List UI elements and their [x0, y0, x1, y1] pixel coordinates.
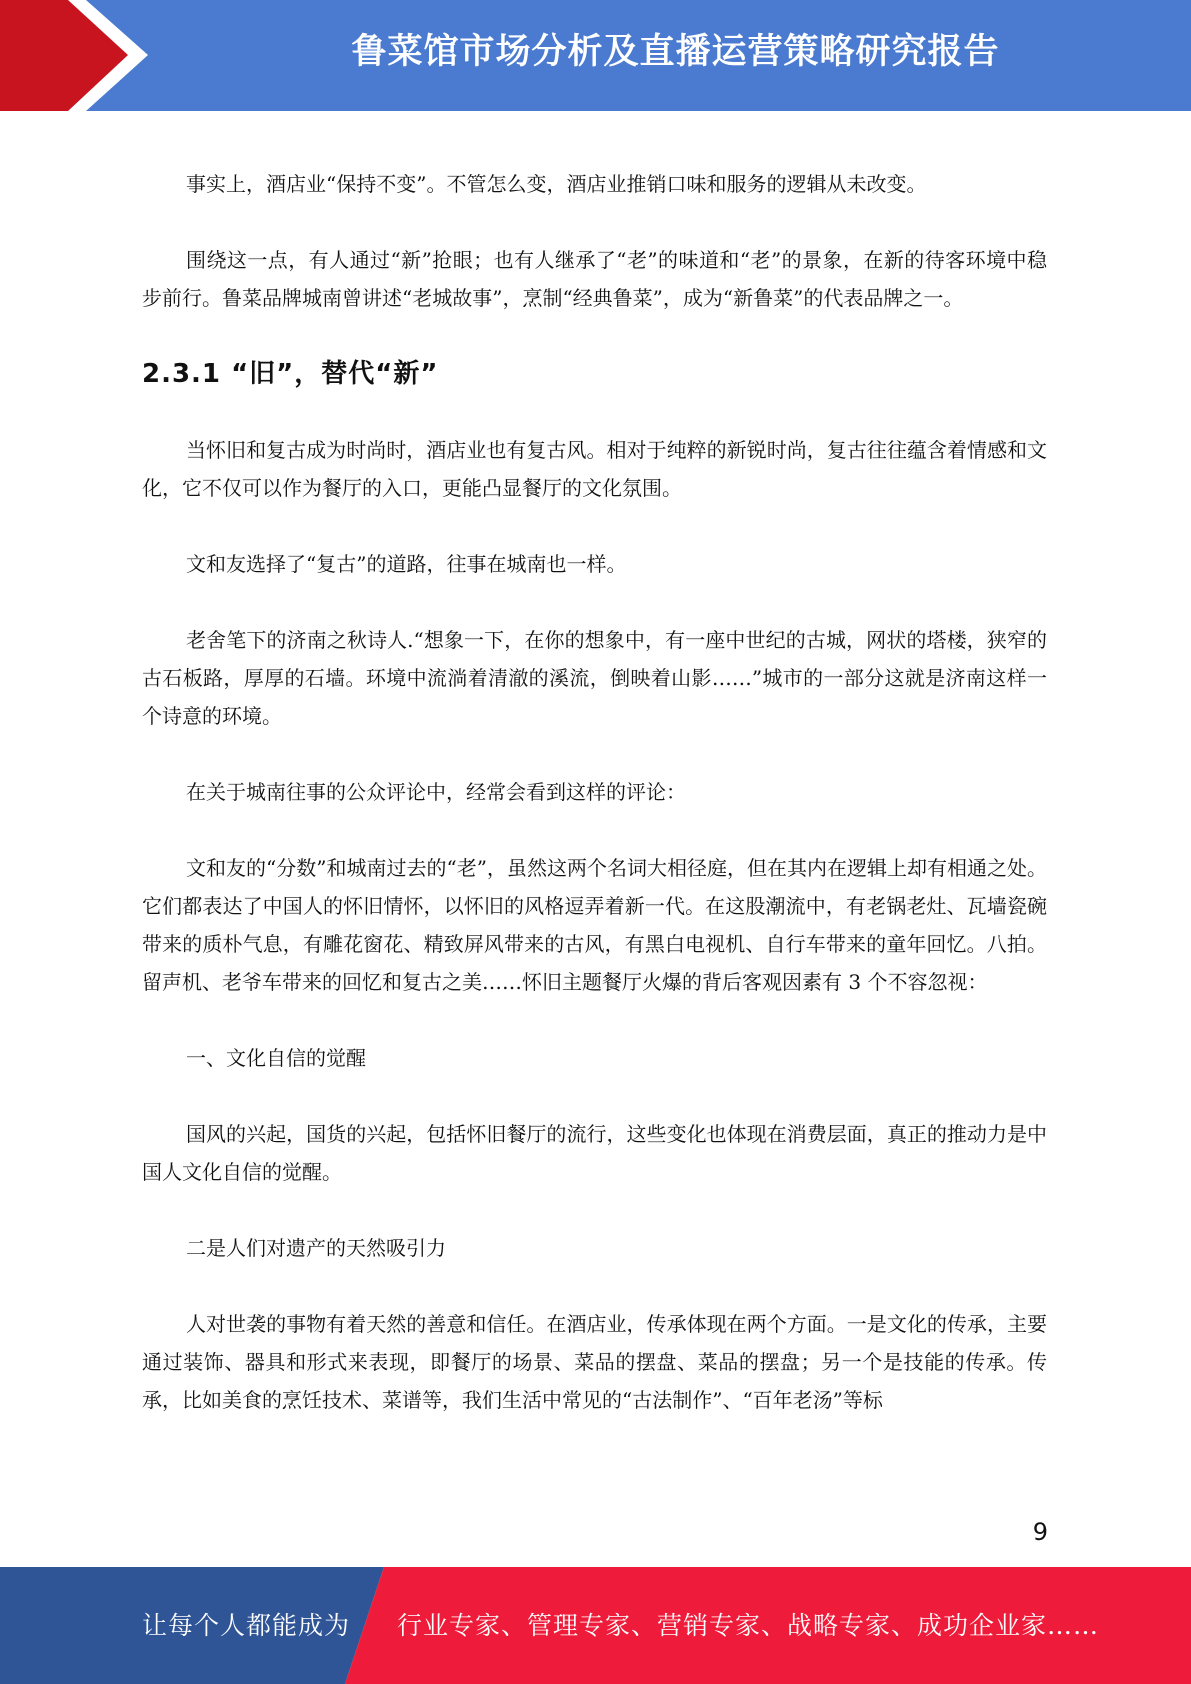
header-arrow-red	[0, 0, 128, 111]
paragraph: 在关于城南往事的公众评论中，经常会看到这样的评论：	[186, 780, 686, 804]
paragraph: 围绕这一点，有人通过“新”抢眼；也有人继承了“老”的味道和“老”的景象，在新的待客环境中稳步前行。鲁菜品牌城南曾讲述“老城故事”，烹制“经典鲁菜”，成为“新鲁菜”的代表品牌之一。	[142, 248, 1047, 310]
paragraph: 当怀旧和复古成为时尚时，酒店业也有复古风。相对于纯粹的新锐时尚，复古往往蕴含着情感和文化，它不仅可以作为餐厅的入口，更能凸显餐厅的文化氛围。	[142, 438, 1047, 500]
list-heading: 二是人们对遗产的天然吸引力	[186, 1236, 446, 1260]
page-header	[0, 0, 1191, 111]
paragraph: 事实上，酒店业“保持不变”。不管怎么变，酒店业推销口味和服务的逻辑从未改变。	[186, 172, 927, 196]
header-arrow-decoration	[0, 0, 160, 111]
page-footer	[0, 1567, 1191, 1684]
paragraph: 人对世袭的事物有着天然的善意和信任。在酒店业，传承体现在两个方面。一是文化的传承，主要通过装饰、器具和形式来表现，即餐厅的场景、菜品的摆盘、菜品的摆盘；另一个是技能的传承。传承，比如美食的烹饪技术、菜谱等，我们生活中常见的“古法制作”、“百年老汤”等标	[142, 1312, 1047, 1412]
paragraph: 文和友的“分数”和城南过去的“老”，虽然这两个名词大相径庭，但在其内在逻辑上却有相通之处。它们都表达了中国人的怀旧情怀，以怀旧的风格逗弄着新一代。在这股潮流中，有老锅老灶、瓦墙瓷碗带来的质朴气息，有雕花窗花、精致屏风带来的古风，有黑白电视机、自行车带来的童年回忆。八拍。留声机、老爷车带来的回忆和复古之美……怀旧主题餐厅火爆的背后客观因素有 3 个不容忽视：	[142, 856, 1047, 994]
list-heading: 一、文化自信的觉醒	[186, 1046, 366, 1070]
paragraph: 国风的兴起，国货的兴起，包括怀旧餐厅的流行，这些变化也体现在消费层面，真正的推动力是中国人文化自信的觉醒。	[142, 1122, 1047, 1184]
footer-slogan-left: 让每个人都能成为	[142, 1611, 351, 1640]
footer-slogan-right: 行业专家、管理专家、营销专家、战略专家、成功企业家……	[397, 1611, 1100, 1640]
section-heading: 2.3.1 “旧”，替代“新”	[142, 359, 439, 389]
document-title: 鲁菜馆市场分析及直播运营策略研究报告	[351, 32, 1000, 72]
paragraph: 老舍笔下的济南之秋诗人.“想象一下，在你的想象中，有一座中世纪的古城，网状的塔楼，狭窄的古石板路，厚厚的石墙。环境中流淌着清澈的溪流，倒映着山影……”城市的一部分这就是济南这样一个诗意的环境。	[142, 628, 1047, 728]
page-number: 9	[1032, 1518, 1048, 1546]
page-content	[142, 165, 1047, 1457]
paragraph: 文和友选择了“复古”的道路，往事在城南也一样。	[186, 552, 627, 576]
